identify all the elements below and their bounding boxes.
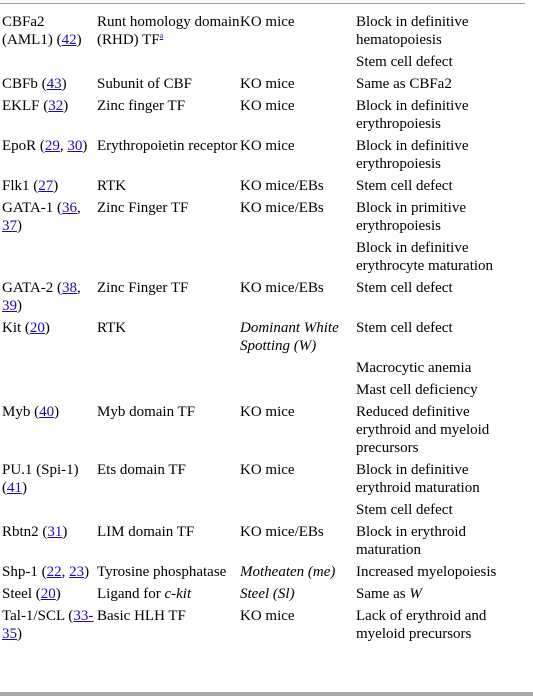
model-cell <box>240 239 356 279</box>
phenotype-cell <box>356 501 527 523</box>
gene-suffix: ) <box>55 586 61 602</box>
mouse-model: KO mice <box>240 608 295 624</box>
table-row <box>2 13 527 53</box>
gene-name: GATA-2 ( <box>2 280 63 296</box>
protein-description: Runt homology domain (RHD) TF <box>97 14 240 48</box>
table-row <box>2 585 527 607</box>
phenotype-cell <box>356 359 527 381</box>
mouse-model: KO mice/EBs <box>240 178 324 194</box>
gene-suffix: ) <box>63 98 69 114</box>
table-row <box>2 97 527 137</box>
model-cell <box>240 501 356 523</box>
reference-link[interactable]: 36 <box>62 200 78 216</box>
protein-cell <box>97 75 240 97</box>
reference-separator: , <box>59 138 68 154</box>
gene-suffix: ) <box>17 298 22 314</box>
protein-cell <box>97 53 240 75</box>
gene-cell <box>2 501 97 523</box>
protein-description: Tyrosine phosphatase <box>97 564 227 580</box>
gene-cell <box>2 199 97 239</box>
protein-description: Zinc Finger TF <box>97 280 189 296</box>
gene-suffix: ) <box>17 218 22 234</box>
table-row <box>2 381 527 403</box>
protein-description: Erythropoietin receptor <box>97 138 238 154</box>
phenotype: Increased myelopoiesis <box>356 564 497 580</box>
table-row <box>2 199 527 239</box>
phenotype-cell <box>356 381 527 403</box>
gene-cell <box>2 461 97 501</box>
protein-cell <box>97 137 240 177</box>
reference-link[interactable]: 27 <box>38 178 54 194</box>
mouse-model: KO mice <box>240 98 295 114</box>
phenotype: Mast cell deficiency <box>356 382 478 398</box>
table-row <box>2 403 527 461</box>
gene-suffix: ) <box>54 404 60 420</box>
gene-suffix: ) <box>53 178 59 194</box>
table-row <box>2 461 527 501</box>
phenotype: Stem cell defect <box>356 320 453 336</box>
phenotype-cell <box>356 75 527 97</box>
phenotype: Block in definitive erythropoiesis <box>356 138 469 172</box>
mouse-model: KO mice/EBs <box>240 200 324 216</box>
model-cell <box>240 53 356 75</box>
protein-cell <box>97 359 240 381</box>
gene-cell <box>2 177 97 199</box>
model-cell <box>240 585 356 607</box>
gene-name: EpoR ( <box>2 138 45 154</box>
phenotype: Macrocytic anemia <box>356 360 472 376</box>
mouse-model: KO mice <box>240 14 295 30</box>
gene-name: GATA-1 ( <box>2 200 63 216</box>
phenotype-cell <box>356 319 527 359</box>
table-body <box>2 13 527 647</box>
protein-cell <box>97 319 240 359</box>
table-row <box>2 319 527 359</box>
protein-description: Zinc Finger TF <box>97 200 189 216</box>
gene-cell <box>2 97 97 137</box>
protein-description-italic: c-kit <box>164 586 192 602</box>
phenotype: Lack of erythroid and myeloid precursors <box>356 608 487 642</box>
gene-suffix: ) <box>44 320 50 336</box>
mouse-model: Steel (Sl) <box>240 586 295 602</box>
gene-name: Tal-1/SCL ( <box>2 608 74 624</box>
protein-description: RTK <box>97 178 127 194</box>
phenotype-cell <box>356 97 527 137</box>
table-row <box>2 53 527 75</box>
phenotype: Reduced definitive erythroid and myeloid precursors <box>356 404 490 456</box>
model-cell <box>240 359 356 381</box>
protein-cell <box>97 403 240 461</box>
mouse-model: KO mice <box>240 76 295 92</box>
reference-link[interactable]: 31 <box>47 524 63 540</box>
phenotype-cell <box>356 137 527 177</box>
protein-description: Ligand for <box>97 586 165 602</box>
gene-suffix: ) <box>17 626 22 642</box>
phenotype: Block in definitive erythropoiesis <box>356 98 469 132</box>
phenotype: Same as <box>356 586 410 602</box>
gene-cell <box>2 403 97 461</box>
phenotype: Stem cell defect <box>356 54 453 70</box>
gene-name: Kit ( <box>2 320 30 336</box>
phenotype-cell <box>356 199 527 239</box>
protein-cell <box>97 239 240 279</box>
model-cell <box>240 607 356 647</box>
phenotype-cell <box>356 523 527 563</box>
gene-name: Steel ( <box>2 586 41 602</box>
protein-cell <box>97 607 240 647</box>
reference-link[interactable]: 40 <box>39 404 55 420</box>
table-row <box>2 359 527 381</box>
gene-cell <box>2 563 97 585</box>
model-cell <box>240 13 356 53</box>
model-cell <box>240 137 356 177</box>
gene-suffix: ) <box>76 32 82 48</box>
protein-cell <box>97 563 240 585</box>
gene-suffix: ) <box>84 564 90 580</box>
reference-link[interactable]: 37 <box>2 218 17 234</box>
reference-link[interactable]: 33-35 <box>2 608 94 642</box>
gene-name: Myb ( <box>2 404 40 420</box>
model-cell <box>240 279 356 319</box>
phenotype: Block in primitive erythropoiesis <box>356 200 466 234</box>
gene-cell <box>2 359 97 381</box>
reference-link[interactable]: 43 <box>46 76 62 92</box>
reference-separator: , <box>61 564 70 580</box>
table-row <box>2 607 527 647</box>
table-row <box>2 177 527 199</box>
protein-cell <box>97 523 240 563</box>
phenotype-cell <box>356 177 527 199</box>
gene-cell <box>2 53 97 75</box>
gene-cell <box>2 13 97 53</box>
gene-name: Rbtn2 ( <box>2 524 48 540</box>
protein-description: RTK <box>97 320 127 336</box>
protein-cell <box>97 461 240 501</box>
reference-link[interactable]: 38 <box>62 280 78 296</box>
phenotype: Stem cell defect <box>356 178 453 194</box>
gene-name: Flk1 ( <box>2 178 39 194</box>
gene-name: CBFa2 (AML1) ( <box>2 14 62 48</box>
protein-cell <box>97 199 240 239</box>
model-cell <box>240 381 356 403</box>
protein-description: Subunit of CBF <box>97 76 193 92</box>
gene-suffix: ) <box>82 138 88 154</box>
top-rule <box>0 3 525 4</box>
phenotype-italic: W <box>409 586 422 602</box>
gene-cell <box>2 319 97 359</box>
reference-link[interactable]: 32 <box>48 98 64 114</box>
protein-cell <box>97 97 240 137</box>
table-row <box>2 239 527 279</box>
reference-link[interactable]: 29 <box>44 138 60 154</box>
protein-cell <box>97 13 240 53</box>
protein-cell <box>97 177 240 199</box>
phenotype: Stem cell defect <box>356 280 453 296</box>
phenotype-cell <box>356 563 527 585</box>
protein-description: Zinc finger TF <box>97 98 186 114</box>
reference-link[interactable]: 20 <box>40 586 56 602</box>
protein-cell <box>97 381 240 403</box>
phenotype-cell <box>356 607 527 647</box>
model-cell <box>240 97 356 137</box>
gene-name: EKLF ( <box>2 98 49 114</box>
gene-name: PU.1 (Spi-1) ( <box>2 462 79 496</box>
phenotype: Block in erythroid maturation <box>356 524 466 558</box>
protein-description: Basic HLH TF <box>97 608 186 624</box>
model-cell <box>240 177 356 199</box>
phenotype: Block in definitive erythrocyte maturation <box>356 240 494 274</box>
mouse-model: KO mice <box>240 404 295 420</box>
model-cell <box>240 403 356 461</box>
model-cell <box>240 461 356 501</box>
phenotype-cell <box>356 53 527 75</box>
gene-cell <box>2 585 97 607</box>
table-row <box>2 137 527 177</box>
mouse-model: KO mice <box>240 462 295 478</box>
protein-description: Ets domain TF <box>97 462 186 478</box>
reference-link[interactable]: 41 <box>7 480 22 496</box>
mouse-model: KO mice/EBs <box>240 280 324 296</box>
mouse-model: KO mice <box>240 138 295 154</box>
gene-suffix: ) <box>22 480 27 496</box>
table-row <box>2 523 527 563</box>
phenotype: Block in definitive erythroid maturation <box>356 462 480 496</box>
reference-link[interactable]: 23 <box>69 564 85 580</box>
protein-description: LIM domain TF <box>97 524 195 540</box>
table-row <box>2 563 527 585</box>
protein-cell <box>97 279 240 319</box>
reference-link[interactable]: 42 <box>61 32 77 48</box>
model-cell <box>240 75 356 97</box>
model-cell <box>240 319 356 359</box>
protein-description: Myb domain TF <box>97 404 196 420</box>
protein-cell <box>97 501 240 523</box>
protein-cell <box>97 585 240 607</box>
footnote-link[interactable]: a <box>159 31 164 40</box>
phenotype: Block in definitive hematopoiesis <box>356 14 469 48</box>
phenotype-cell <box>356 279 527 319</box>
gene-cell <box>2 75 97 97</box>
footnote-marker <box>160 31 164 40</box>
table-row <box>2 279 527 319</box>
table-row <box>2 501 527 523</box>
gene-suffix: ) <box>61 76 67 92</box>
gene-suffix: ) <box>62 524 68 540</box>
gene-name: Shp-1 ( <box>2 564 47 580</box>
gene-name: CBFb ( <box>2 76 47 92</box>
phenotype: Same as CBFa2 <box>356 76 452 92</box>
model-cell <box>240 199 356 239</box>
reference-link[interactable]: 20 <box>29 320 45 336</box>
reference-link[interactable]: 22 <box>46 564 62 580</box>
phenotype: Stem cell defect <box>356 502 453 518</box>
gene-cell <box>2 239 97 279</box>
phenotype-cell <box>356 239 527 279</box>
model-cell <box>240 563 356 585</box>
mouse-model: Dominant White Spotting (W) <box>240 320 339 354</box>
reference-separator: , <box>77 200 81 216</box>
phenotype-cell <box>356 13 527 53</box>
model-cell <box>240 523 356 563</box>
bottom-rule <box>0 692 533 696</box>
gene-cell <box>2 523 97 563</box>
reference-separator: , <box>77 280 81 296</box>
phenotype-cell <box>356 403 527 461</box>
gene-cell <box>2 137 97 177</box>
reference-link[interactable]: 30 <box>67 138 83 154</box>
table-row <box>2 75 527 97</box>
gene-cell <box>2 381 97 403</box>
reference-link[interactable]: 39 <box>2 298 17 314</box>
mouse-model: KO mice/EBs <box>240 524 324 540</box>
phenotype-cell <box>356 461 527 501</box>
gene-cell <box>2 607 97 647</box>
mouse-model: Motheaten (me) <box>240 564 336 580</box>
phenotype-cell <box>356 585 527 607</box>
gene-cell <box>2 279 97 319</box>
gene-table <box>2 13 527 647</box>
